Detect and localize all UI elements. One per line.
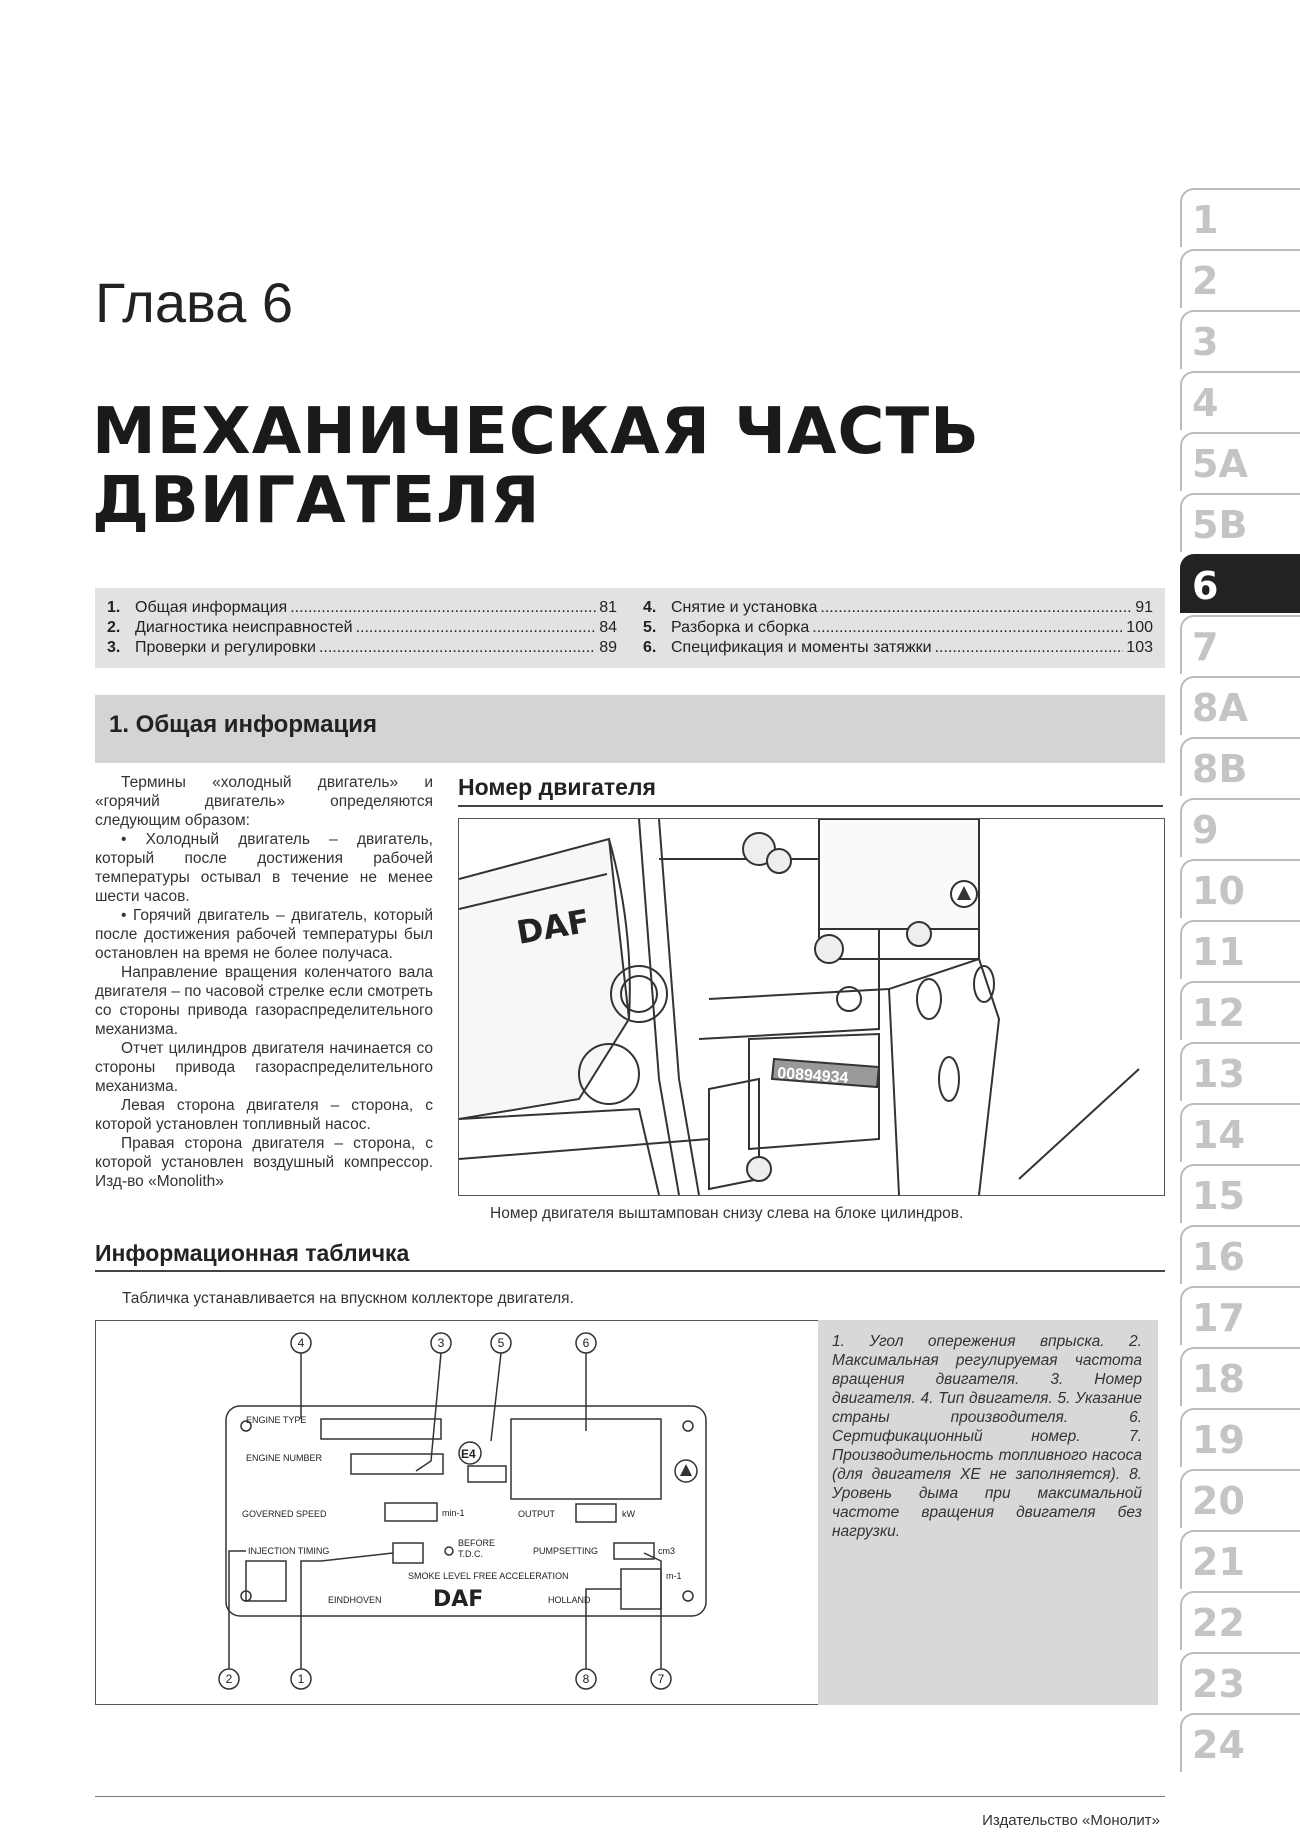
body-paragraph: Термины «холодный двигатель» и «горячий двигатель» определяются следующим образом:: [95, 774, 433, 829]
toc-text: Диагностика неисправностей: [135, 619, 353, 636]
toc-page: 100: [1126, 619, 1153, 636]
callout-3: 3: [437, 1336, 445, 1350]
toc-text: Проверки и регулировки: [135, 639, 316, 656]
chapter-tab-24[interactable]: [1180, 1713, 1300, 1772]
governed-speed-label: GOVERNED SPEED: [242, 1509, 327, 1519]
chapter-tab-8a[interactable]: [1180, 676, 1300, 735]
before-label: BEFORE: [458, 1538, 496, 1548]
photo-caption: Номер двигателя выштампован снизу слева на блоке цилиндров.: [490, 1205, 964, 1222]
chapter-tab-label: 8B: [1192, 747, 1248, 791]
publisher-mark-icon: [951, 881, 977, 907]
section-header: [95, 695, 1165, 763]
plate-caption: Табличка устанавливается на впускном коллекторе двигателя.: [122, 1290, 574, 1307]
chapter-tab-9[interactable]: [1180, 798, 1300, 857]
chapter-tab-label: 19: [1192, 1418, 1245, 1462]
output-label: OUTPUT: [518, 1509, 555, 1519]
toc-leader-dots: [356, 618, 597, 638]
smoke-unit: m-1: [666, 1571, 682, 1581]
plate-svg: [96, 1321, 818, 1704]
footer-rule: [95, 1796, 1165, 1797]
chapter-tab-3[interactable]: [1180, 310, 1300, 369]
chapter-tab-label: 5B: [1192, 503, 1248, 547]
toc-page: 89: [599, 639, 617, 656]
chapter-tab-1[interactable]: [1180, 188, 1300, 247]
body-paragraph: Направление вращения коленчатого вала двигателя – по часовой стрелке если смотреть со стороны привода газораспределительного механизма.: [95, 964, 434, 1038]
governed-unit: min-1: [442, 1508, 465, 1518]
toc-page: 91: [1135, 599, 1153, 616]
toc-leader-dots: [820, 598, 1132, 618]
body-paragraph: Правая сторона двигателя – сторона, с которой установлен воздушный компрессор. Изд-во «Monolith»: [95, 1135, 433, 1190]
toc-row[interactable]: [643, 598, 1153, 618]
chapter-tab-10[interactable]: [1180, 859, 1300, 918]
legend-text: 1. Угол опережения впрыска. 2. Максимальная регулируемая частота вращения двигателя. 3. Номер двигателя. 4. Тип двигателя. 5. Указание страны производителя. 6. Сертификационный номер. 7. Производительность топливного насоса (для двигателя XE не заполняется). 8. Уровень дыма при максимальной частоте вращения двигателя без нагрузки.: [832, 1333, 1142, 1540]
output-unit: kW: [622, 1509, 635, 1519]
chapter-tab-19[interactable]: [1180, 1408, 1300, 1467]
toc-row[interactable]: [107, 598, 617, 618]
pumpsetting-label: PUMPSETTING: [533, 1546, 599, 1556]
toc-num: 4.: [643, 599, 657, 616]
chapter-tab-label: 21: [1192, 1540, 1245, 1584]
toc-text: Разборка и сборка: [671, 619, 810, 636]
chapter-tab-4[interactable]: [1180, 371, 1300, 430]
toc-page: 84: [599, 619, 617, 636]
chapter-tab-label: 11: [1192, 930, 1245, 974]
toc-row[interactable]: [107, 638, 617, 658]
toc-row[interactable]: [643, 638, 1153, 658]
callout-5: 5: [497, 1336, 505, 1350]
tdc-label: T.D.C.: [458, 1549, 484, 1559]
chapter-tab-7[interactable]: [1180, 615, 1300, 674]
chapter-tab-13[interactable]: [1180, 1042, 1300, 1101]
body-paragraph: Левая сторона двигателя – сторона, с которой установлен топливный насос.: [95, 1097, 433, 1133]
title-line-1: МЕХАНИЧЕСКАЯ ЧАСТЬ: [92, 395, 980, 469]
chapter-tab-label: 1: [1192, 198, 1219, 242]
chapter-tab-12[interactable]: [1180, 981, 1300, 1040]
footer-publisher: Издательство «Монолит»: [982, 1812, 1160, 1829]
engine-number-field: [351, 1454, 443, 1474]
chapter-tab-label: 24: [1192, 1723, 1245, 1767]
chapter-tab-label: 18: [1192, 1357, 1245, 1401]
chapter-tab-23[interactable]: [1180, 1652, 1300, 1711]
chapter-tab-label: 16: [1192, 1235, 1245, 1279]
toc-page: 103: [1126, 639, 1153, 656]
chapter-tab-11[interactable]: [1180, 920, 1300, 979]
callout-6: 6: [582, 1336, 590, 1350]
section-title: 1. Общая информация: [109, 711, 377, 738]
engine-number-heading: Номер двигателя: [458, 774, 656, 800]
publisher-mark-icon: [675, 1460, 697, 1482]
city-label: EINDHOVEN: [328, 1595, 382, 1605]
callout-1: 1: [297, 1672, 305, 1686]
chapter-tab-label: 17: [1192, 1296, 1245, 1340]
photo-brand: DAF: [513, 901, 593, 952]
title-line-2: ДВИГАТЕЛЯ: [92, 464, 541, 539]
toc-leader-dots: [935, 638, 1124, 658]
chapter-tab-16[interactable]: [1180, 1225, 1300, 1284]
toc-leader-dots: [290, 598, 596, 618]
toc-text: Снятие и установка: [671, 599, 818, 616]
chapter-tab-label: 3: [1192, 320, 1219, 364]
chapter-tab-label: 20: [1192, 1479, 1245, 1523]
chapter-tab-label: 15: [1192, 1174, 1245, 1218]
body-paragraph: Отчет цилиндров двигателя начинается со стороны привода газораспределительного механизма.: [95, 1040, 433, 1095]
callout-2: 2: [225, 1672, 233, 1686]
chapter-tab-label: 9: [1192, 808, 1219, 852]
chapter-tab-5a[interactable]: [1180, 432, 1300, 491]
chapter-tab-18[interactable]: [1180, 1347, 1300, 1406]
toc-page: 81: [599, 599, 617, 616]
engine-type-label: ENGINE TYPE: [246, 1415, 307, 1425]
output-field: [576, 1504, 616, 1522]
chapter-tab-label: 23: [1192, 1662, 1245, 1706]
emark-label: E4: [461, 1447, 476, 1461]
pump-unit: cm3: [658, 1546, 676, 1556]
toc-leader-dots: [812, 618, 1123, 638]
callout-4: 4: [297, 1336, 305, 1350]
engine-type-field: [321, 1419, 441, 1439]
chapter-tab-6[interactable]: [1180, 554, 1300, 613]
engine-illustration: [459, 819, 1164, 1195]
engine-photo: [458, 818, 1165, 1196]
chapter-tab-label: 10: [1192, 869, 1245, 913]
toc-num: 3.: [107, 639, 121, 656]
chapter-tab-15[interactable]: [1180, 1164, 1300, 1223]
body-paragraph: • Горячий двигатель – двигатель, который после достижения рабочей температуры был остановлен на время не более получаса.: [95, 907, 433, 962]
chapter-tab-5b[interactable]: [1180, 493, 1300, 552]
small-field: [468, 1466, 506, 1482]
toc-column-left: [107, 598, 617, 658]
body-paragraph: • Холодный двигатель – двигатель, который после достижения рабочей температуры остывал в течение не менее шести часов.: [95, 831, 433, 905]
toc-row[interactable]: [107, 618, 617, 638]
smoke-label: SMOKE LEVEL FREE ACCELERATION: [408, 1571, 569, 1581]
table-of-contents: [95, 588, 1165, 668]
injection-timing-label: INJECTION TIMING: [248, 1546, 330, 1556]
toc-leader-dots: [319, 638, 596, 658]
chapter-tab-label: 2: [1192, 259, 1219, 303]
engine-number-label: ENGINE NUMBER: [246, 1453, 323, 1463]
toc-num: 5.: [643, 619, 657, 636]
toc-num: 1.: [107, 599, 121, 616]
chapter-tab-8b[interactable]: [1180, 737, 1300, 796]
chapter-tab-17[interactable]: [1180, 1286, 1300, 1345]
chapter-tab-label: 13: [1192, 1052, 1245, 1096]
chapter-tab-label: 7: [1192, 625, 1219, 669]
chapter-tab-20[interactable]: [1180, 1469, 1300, 1528]
plate-brand: DAF: [433, 1587, 484, 1612]
chapter-tab-label: 22: [1192, 1601, 1245, 1645]
toc-column-right: [643, 598, 1153, 658]
chapter-tab-22[interactable]: [1180, 1591, 1300, 1650]
injection-timing-field: [393, 1543, 423, 1563]
country-label: HOLLAND: [548, 1595, 591, 1605]
toc-row[interactable]: [643, 618, 1153, 638]
legend-box: [818, 1320, 1158, 1705]
plate-heading: Информационная табличка: [95, 1240, 410, 1266]
divider: [458, 805, 1163, 807]
chapter-tabs: [1180, 188, 1300, 1774]
chapter-tab-label: 8A: [1192, 686, 1248, 730]
divider: [95, 1270, 1165, 1272]
info-plate-diagram: [95, 1320, 819, 1705]
engine-serial: 00894934: [776, 1065, 849, 1087]
pumpsetting-field: [614, 1543, 654, 1559]
toc-num: 2.: [107, 619, 121, 636]
chapter-tab-14[interactable]: [1180, 1103, 1300, 1162]
chapter-tab-label: 5A: [1192, 442, 1248, 486]
chapter-label: Глава 6: [95, 271, 293, 334]
toc-text: Общая информация: [135, 599, 288, 616]
chapter-tab-label: 6: [1192, 564, 1219, 608]
toc-text: Спецификация и моменты затяжки: [671, 639, 932, 656]
chapter-tab-2[interactable]: [1180, 249, 1300, 308]
callout-7: 7: [657, 1672, 665, 1686]
chapter-tab-label: 4: [1192, 381, 1219, 425]
page-title: [92, 395, 980, 539]
governed-speed-field: [385, 1503, 437, 1521]
body-text: [95, 773, 433, 1191]
smoke-field: [621, 1569, 661, 1609]
chapter-tab-label: 12: [1192, 991, 1245, 1035]
callout-8: 8: [582, 1672, 590, 1686]
injection-box: [246, 1561, 286, 1601]
toc-num: 6.: [643, 639, 657, 656]
chapter-tab-21[interactable]: [1180, 1530, 1300, 1589]
chapter-tab-label: 14: [1192, 1113, 1245, 1157]
